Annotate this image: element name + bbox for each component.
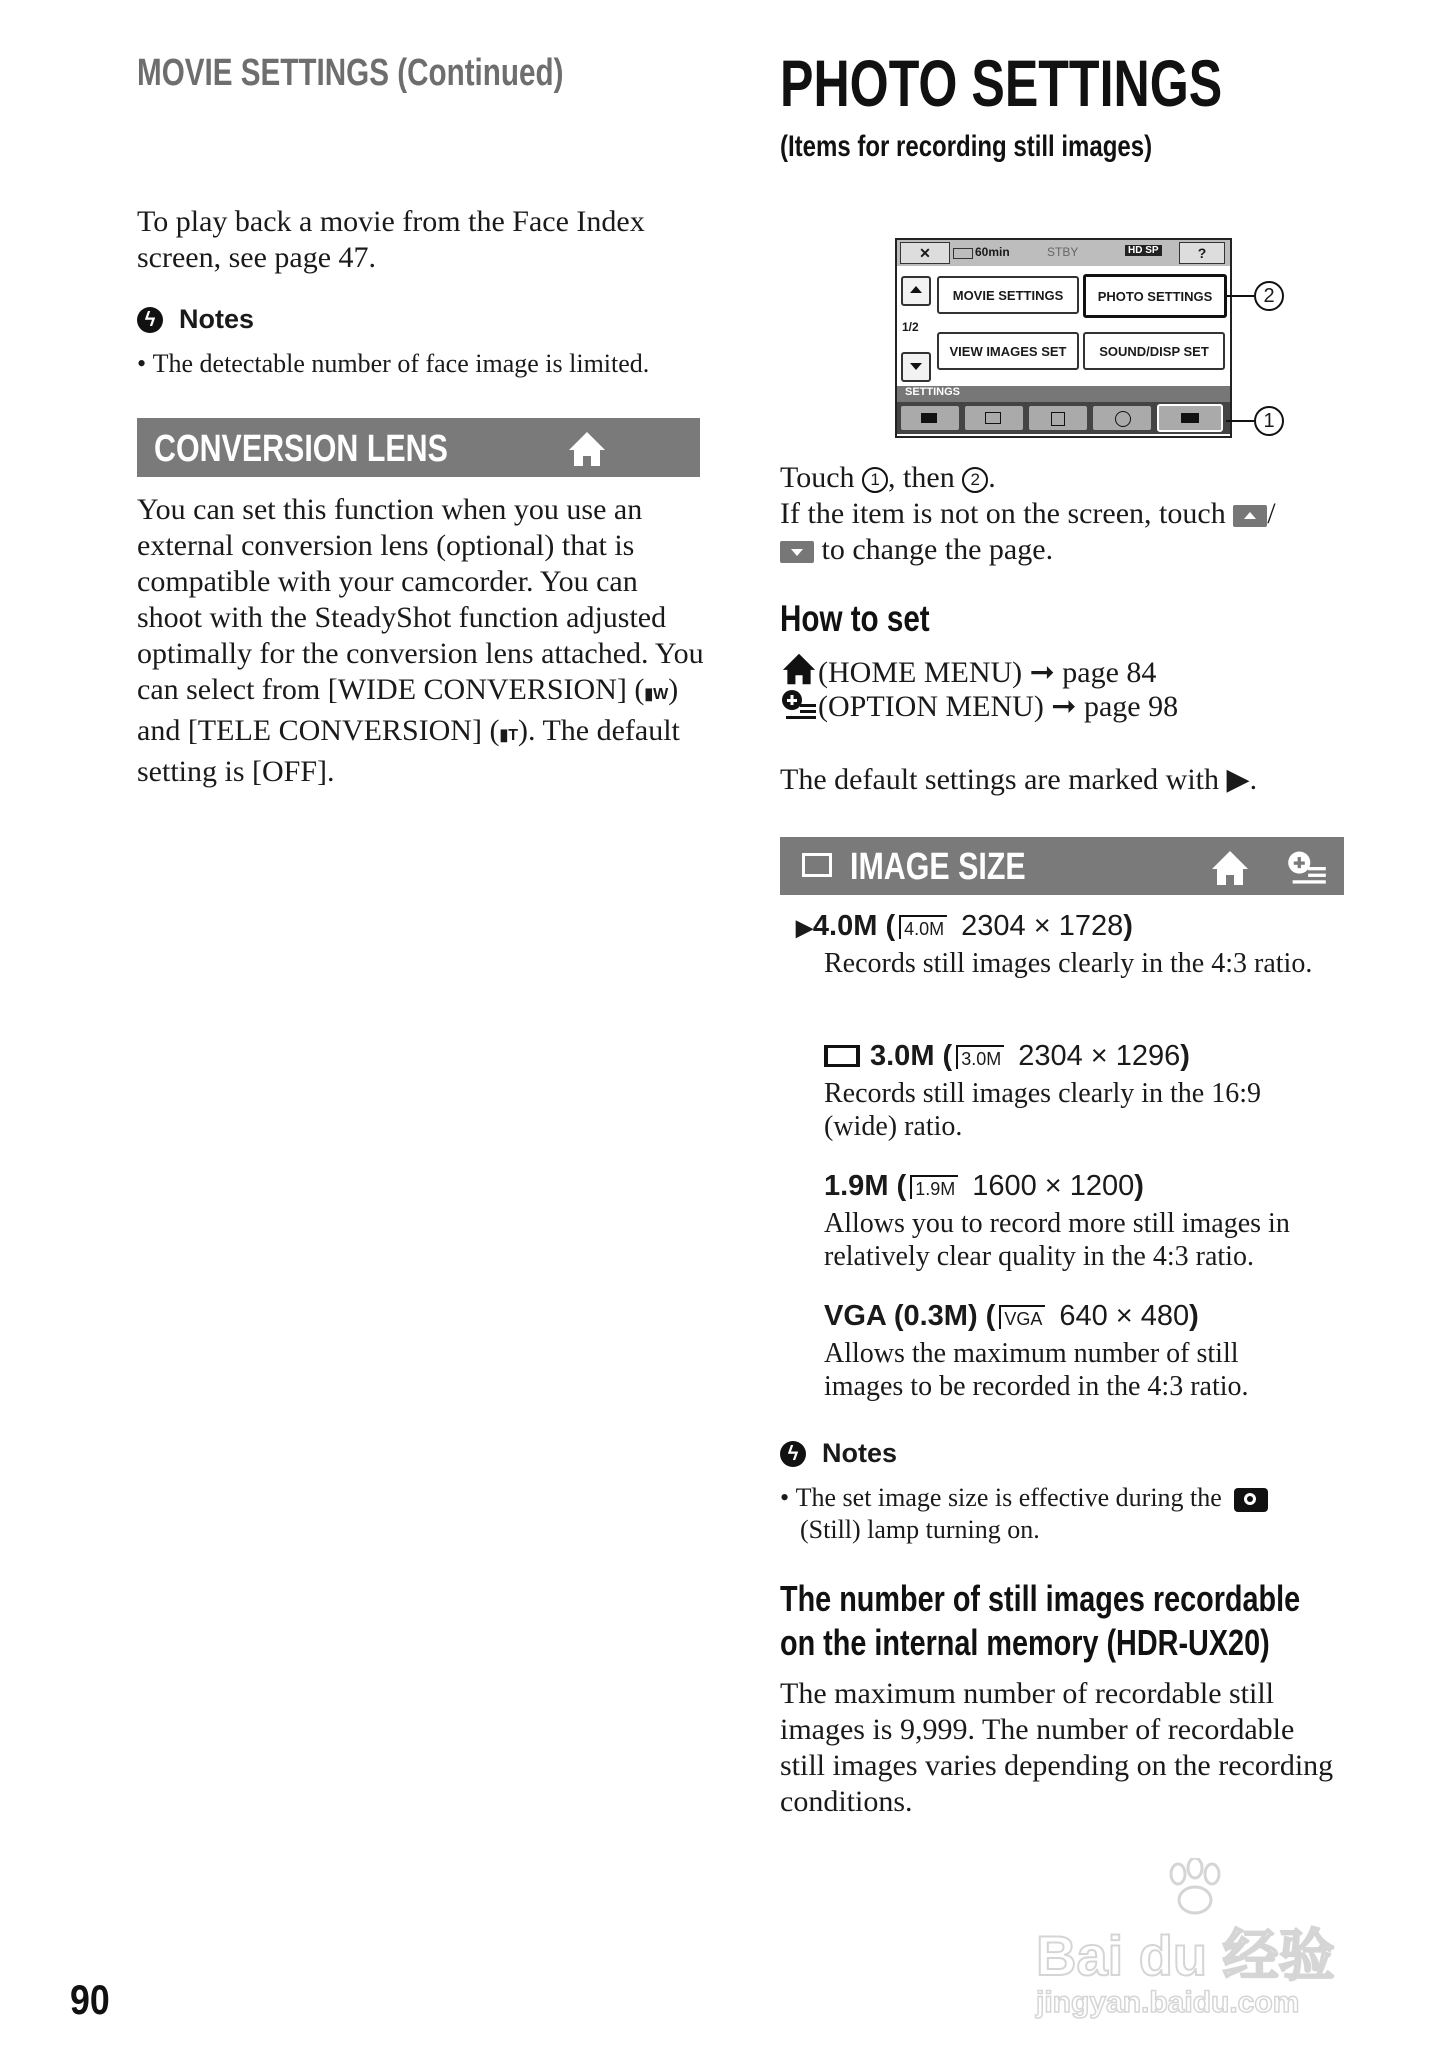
size-badge-icon: 1.9M (910, 1175, 958, 1199)
notes-title: Notes (822, 1438, 898, 1468)
camera-icon (1234, 1488, 1268, 1512)
down-button-icon (780, 541, 814, 563)
item-desc: Allows the maximum number of still images to be recorded in the 4:3 ratio. (824, 1338, 1249, 1402)
image-size-item-3m (824, 1040, 1344, 1143)
battery-icon (953, 248, 973, 259)
section-header-movie-settings: MOVIE SETTINGS (Continued) (137, 52, 564, 94)
lcd-tab-playback[interactable] (965, 406, 1023, 430)
disc-icon (1115, 411, 1131, 427)
lcd-page-indicator: 1/2 (902, 320, 919, 334)
size-badge-icon: VGA (999, 1305, 1045, 1329)
lcd-movie-settings-button[interactable]: MOVIE SETTINGS (937, 276, 1079, 314)
wide-conversion-icon: ▮W (644, 686, 669, 703)
conversion-lens-bar (137, 418, 700, 477)
change-page-instruction: to change the page. (780, 532, 1340, 568)
callout-line-2 (1226, 295, 1254, 297)
playback-icon (985, 412, 1001, 424)
lcd-scroll-down-button[interactable] (901, 352, 931, 382)
callout-line-1 (1226, 420, 1254, 422)
item-head: 3.0M ( 3.0M 2304 × 1296) (824, 1040, 1344, 1073)
item-head: 1.9M ( 1.9M 1600 × 1200) (824, 1170, 1144, 1202)
notes-heading (137, 304, 254, 338)
lcd-tab-movie[interactable] (901, 406, 959, 430)
lcd-settings-label: SETTINGS (897, 386, 1230, 402)
option-menu-icon (1286, 849, 1328, 885)
video-camera-icon (921, 413, 937, 423)
lcd-hd-badge: HD SP (1125, 245, 1162, 256)
touch-instruction: Touch 1 , then 2 . (780, 461, 996, 494)
image-size-title: IMAGE SIZE (850, 846, 1026, 888)
image-size-item-vga (824, 1300, 1344, 1403)
lcd-view-images-button[interactable]: VIEW IMAGES SET (937, 332, 1079, 370)
lcd-close-button[interactable]: ✕ (900, 242, 950, 264)
page-number: 90 (70, 1976, 110, 2023)
item-desc: Allows you to record more still images in relatively clear quality in the 4:3 ratio. (824, 1208, 1290, 1272)
lcd-tab-bar (897, 402, 1230, 434)
page-title: PHOTO SETTINGS (780, 46, 1223, 120)
watermark-brand: Bai du 经验 (1036, 1924, 1335, 1987)
default-marked-text: The default settings are marked with ▶. (780, 763, 1258, 796)
tele-conversion-icon: ▮T (499, 727, 519, 744)
home-icon (567, 430, 607, 468)
up-button-icon (1233, 505, 1267, 527)
inline-callout-2: 2 (962, 467, 988, 493)
face-index-text: To play back a movie from the Face Index screen, see page 47. (137, 205, 645, 274)
callout-1: 1 (1254, 406, 1284, 436)
lcd-status-text: STBY (1047, 245, 1079, 259)
lcd-help-button[interactable]: ? (1179, 242, 1225, 264)
lcd-status-bar (897, 240, 1230, 266)
image-size-item-4m (796, 910, 1336, 980)
conversion-lens-text: You can set this function when you use an external conversion lens (optional) that is compatible with your camcorder. You can shoot with the SteadyShot function adjusted optimally for the conversion lens attached. You can select from [WIDE CONVERSION] (▮W) and [TELE CONVERSION] (▮T). The default setting is [OFF]. (137, 493, 704, 788)
item-head: ▶4.0M ( 4.0M 2304 × 1728) (796, 910, 1133, 942)
warning-icon: ϟ (137, 307, 163, 333)
item-desc: Records still images clearly in the 4:3 ratio. (824, 948, 1313, 979)
if-item-instruction: If the item is not on the screen, touch / (780, 497, 1276, 530)
image-frame-icon (802, 853, 832, 877)
baidu-watermark (1030, 1858, 1390, 2028)
recordable-heading-line-2: on the internal memory (HDR-UX20) (780, 1622, 1270, 1663)
default-marker: ▶ (796, 915, 813, 940)
lcd-sound-disp-button[interactable]: SOUND/DISP SET (1083, 332, 1225, 370)
watermark-url: jingyan.baidu.com (1036, 1986, 1300, 2019)
note-face-limit: • The detectable number of face image is limited. (137, 349, 650, 378)
lcd-tab-list[interactable] (1029, 406, 1087, 430)
option-menu-icon (780, 688, 818, 720)
callout-2: 2 (1254, 281, 1284, 311)
toolbox-icon (1181, 413, 1199, 423)
grid-icon (1051, 412, 1065, 426)
lcd-tab-settings[interactable] (1157, 404, 1223, 432)
inline-callout-1: 1 (862, 467, 888, 493)
size-badge-icon: 3.0M (956, 1045, 1004, 1069)
image-size-item-1-9m (824, 1170, 1344, 1273)
lcd-screen-illustration (895, 238, 1232, 438)
home-menu-line: (HOME MENU) ➞ page 84 (780, 652, 1340, 691)
lcd-scroll-up-button[interactable] (901, 276, 931, 306)
page-subtitle: (Items for recording still images) (780, 130, 1153, 163)
conversion-lens-title: CONVERSION LENS (154, 428, 448, 470)
lcd-battery-text: 60min (975, 245, 1010, 259)
recordable-heading-line-1: The number of still images recordable (780, 1578, 1301, 1619)
home-icon (1210, 849, 1250, 887)
recordable-text: The maximum number of recordable still images is 9,999. The number of recordable still images varies depending on the recording conditions. (780, 1677, 1334, 1818)
arrow-up-icon (910, 286, 922, 293)
warning-icon: ϟ (780, 1441, 806, 1467)
lcd-photo-settings-button[interactable]: PHOTO SETTINGS (1083, 274, 1227, 318)
how-to-set-heading: How to set (780, 598, 930, 639)
item-desc: Records still images clearly in the 16:9 (wide) ratio. (824, 1078, 1262, 1142)
note-image-size: • The set image size is effective during the (Still) lamp turning on. (780, 1482, 1340, 1546)
item-head: VGA (0.3M) ( VGA 640 × 480) (824, 1300, 1199, 1332)
size-badge-icon: 4.0M (899, 915, 947, 939)
notes-title: Notes (179, 304, 255, 334)
option-menu-line: (OPTION MENU) ➞ page 98 (780, 688, 1340, 725)
image-size-bar (780, 837, 1344, 895)
lcd-tab-disc[interactable] (1093, 406, 1151, 430)
arrow-down-icon (910, 363, 922, 370)
wide-frame-icon (824, 1045, 860, 1067)
notes-heading-right (780, 1438, 897, 1472)
paw-logo-icon (1160, 1858, 1230, 1918)
home-icon (780, 652, 818, 686)
